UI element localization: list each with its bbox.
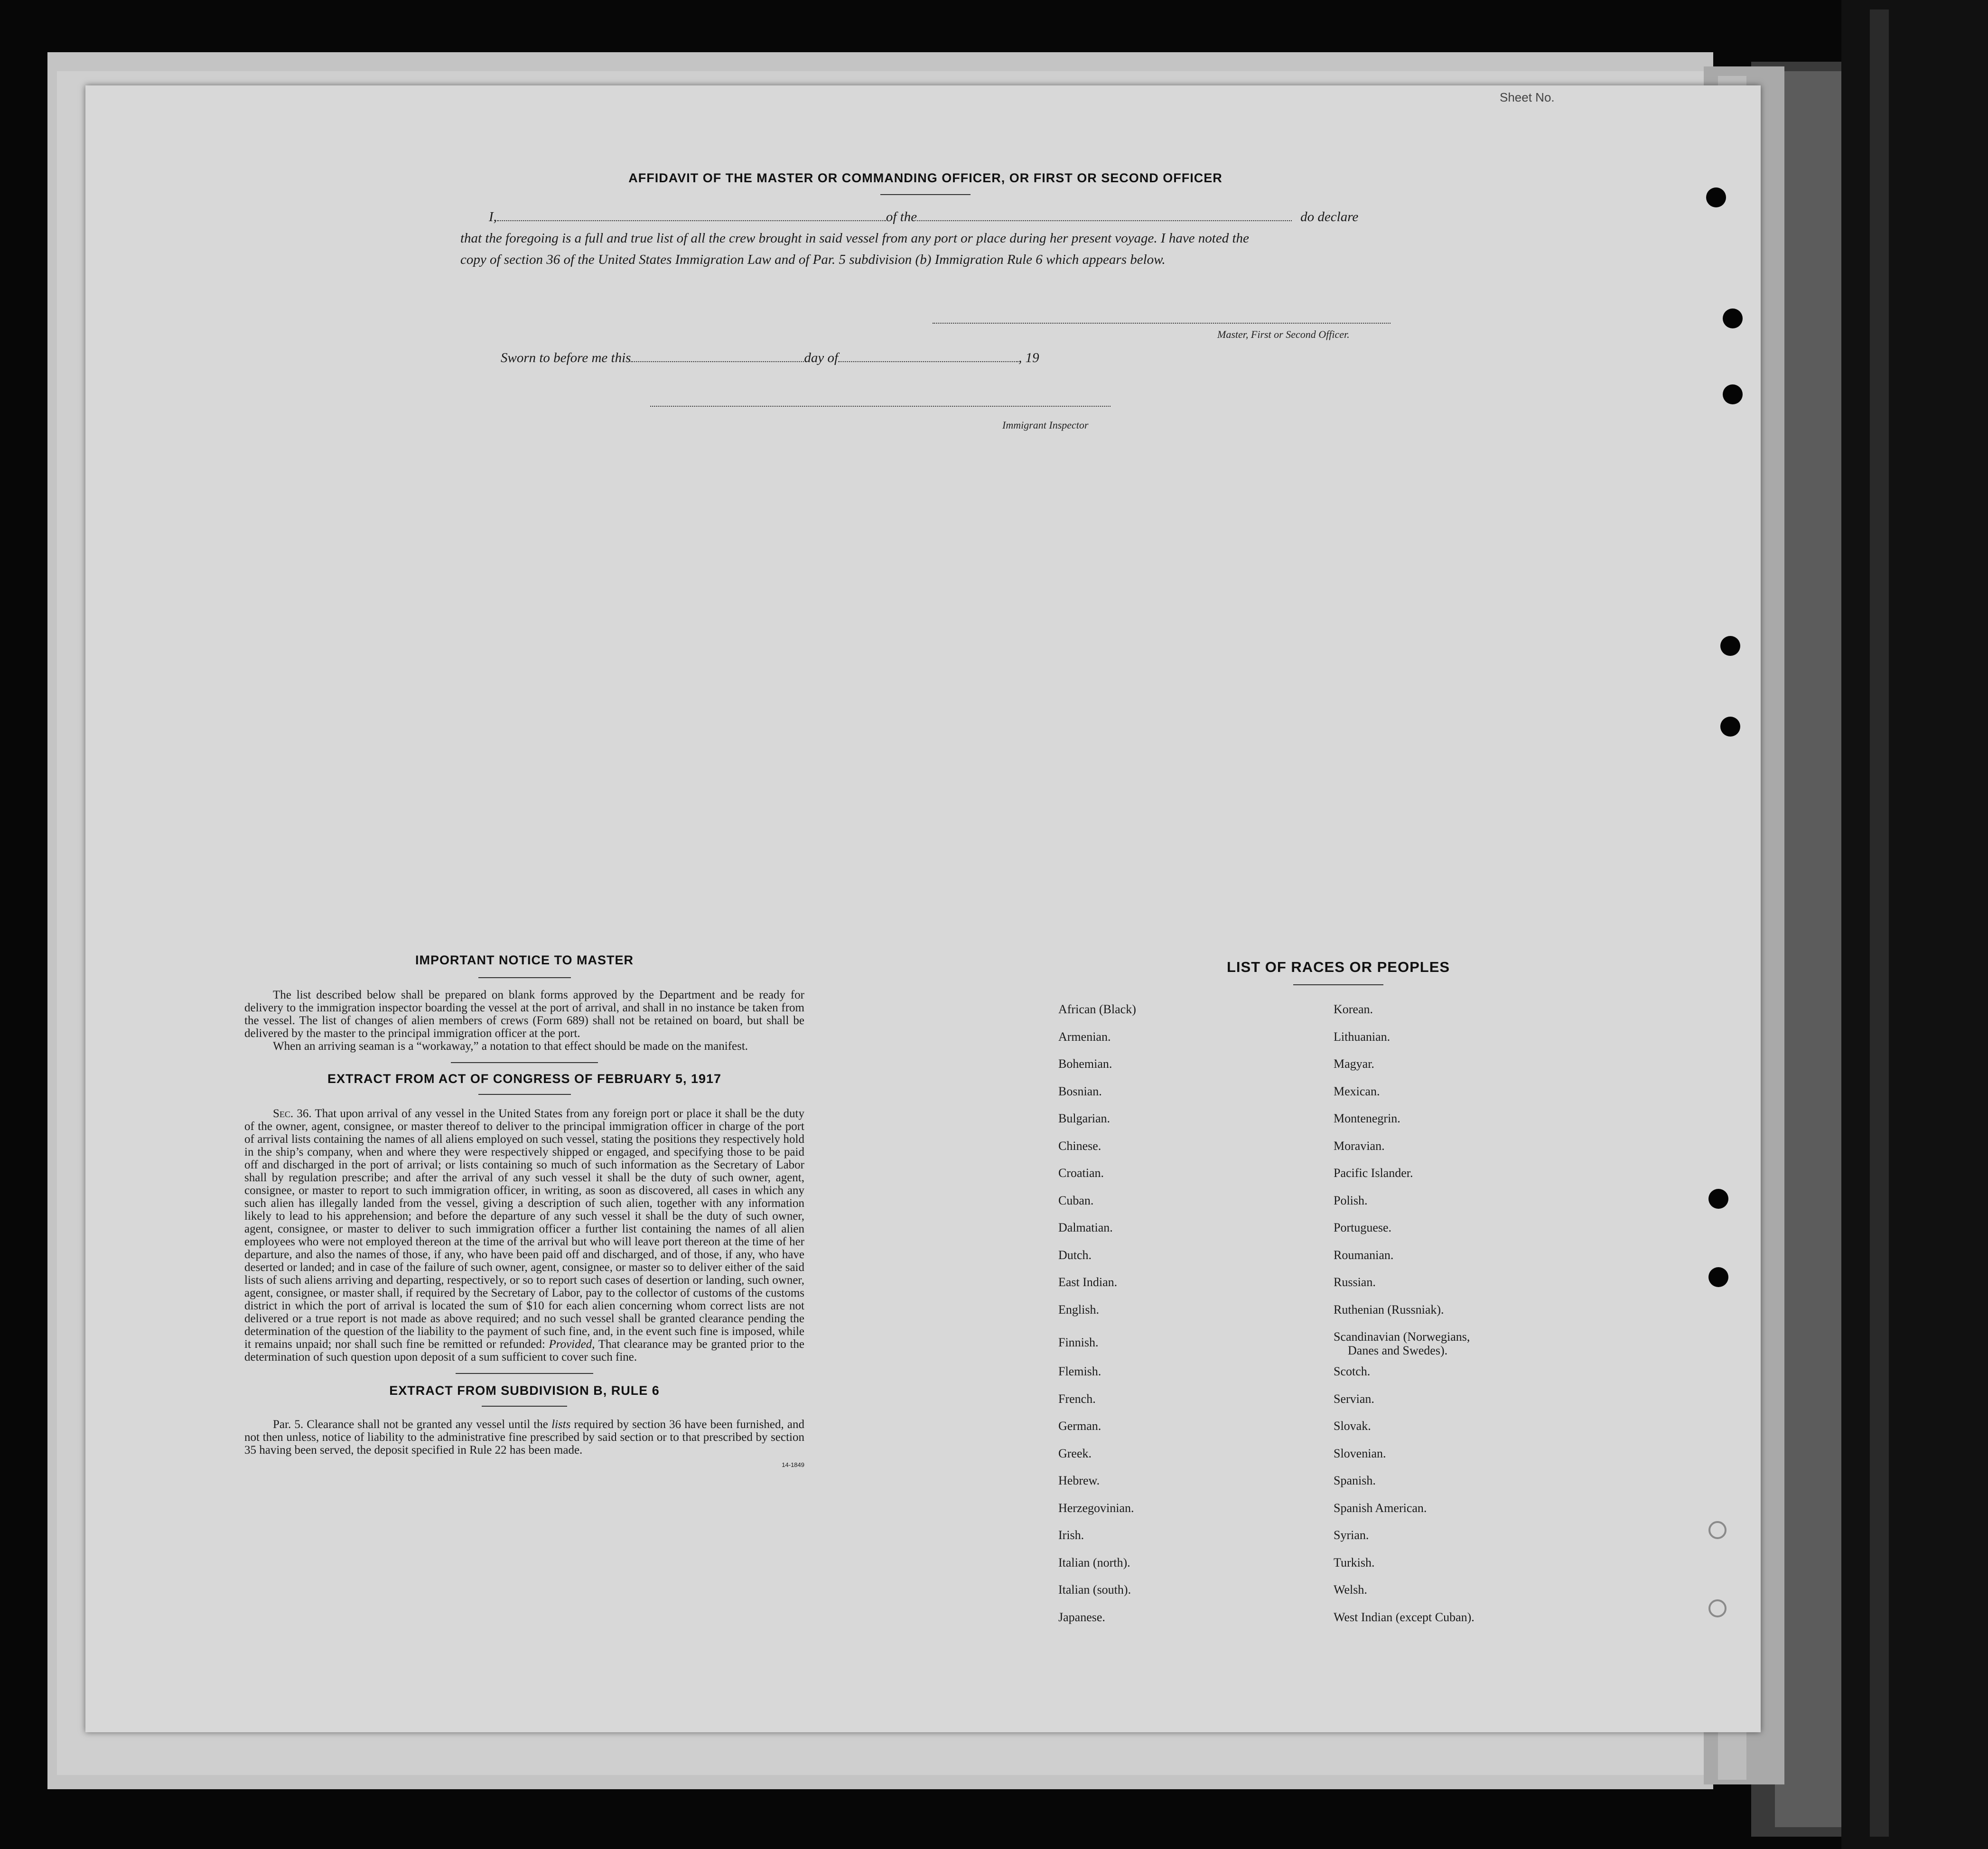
race-item: Greek. xyxy=(1058,1446,1092,1460)
title-rule xyxy=(478,1094,571,1095)
affidavit-i: I, xyxy=(489,209,497,224)
day-blank xyxy=(631,351,804,362)
race-item: Pacific Islander. xyxy=(1334,1166,1413,1180)
notice-paragraph-1: The list described below shall be prepared on blank forms approved by the Department and be ready for delivery to the immigration inspector boarding the vessel at the port of arrival, and shall in no instance be taken from the vessel. The list of changes of alien members of crews (Form 689) shall not be retained on board, but shall be delivered by the master to the principal immigration officer at the port. xyxy=(244,989,804,1040)
races-section xyxy=(1030,959,1647,1624)
title-rule xyxy=(478,977,571,978)
race-item: West Indian (except Cuban). xyxy=(1334,1610,1475,1624)
race-item: East Indian. xyxy=(1058,1275,1118,1289)
race-item: Spanish. xyxy=(1334,1474,1376,1487)
race-item: Slovak. xyxy=(1334,1419,1371,1433)
notice-paragraph-2: When an arriving seaman is a “workaway,” a notation to that effect should be made on the manifest. xyxy=(273,1040,748,1053)
race-item: Moravian. xyxy=(1334,1139,1385,1153)
race-item: Herzegovinian. xyxy=(1058,1501,1134,1515)
affidavit-line-1 xyxy=(460,206,1391,228)
notice-section xyxy=(244,954,804,1471)
race-item: Japanese. xyxy=(1058,1610,1105,1624)
race-item: Italian (north). xyxy=(1058,1555,1130,1569)
race-item: Scotch. xyxy=(1334,1364,1371,1378)
inspector-signature-line xyxy=(650,406,1111,407)
race-item: Chinese. xyxy=(1058,1139,1101,1153)
affidavit-declare: do declare xyxy=(1300,209,1359,224)
form-code: 14-1849 xyxy=(782,1461,804,1468)
race-item: Bosnian. xyxy=(1058,1084,1102,1098)
affidavit-title: AFFIDAVIT OF THE MASTER OR COMMANDING OFFICER, OR FIRST OR SECOND OFFICER xyxy=(628,171,1223,185)
title-rule xyxy=(1293,984,1383,985)
affidavit-of-the: of the xyxy=(886,209,917,224)
race-item: Dalmatian. xyxy=(1058,1221,1113,1234)
section-36-tail: That clearance may be granted prior to the determination of such question upon deposit of a sum sufficient to cover such fine. xyxy=(244,1338,804,1363)
race-item: Cuban. xyxy=(1058,1193,1094,1207)
notice-title: IMPORTANT NOTICE TO MASTER xyxy=(415,953,634,967)
name-blank xyxy=(497,210,886,221)
affidavit-line-2 xyxy=(460,228,1391,249)
par-5-end: required by section 36 have been furnished, and not then unless, notice of liability to the administrative fine prescribed by said section or to that prescribed by section 35 having been served, the deposit specified in Rule 22 has been made. xyxy=(244,1418,804,1457)
race-item: Lithuanian. xyxy=(1334,1029,1391,1044)
section-36-label: Sec. 36. xyxy=(273,1107,312,1120)
race-item: Dutch. xyxy=(1058,1248,1092,1262)
race-item: Polish. xyxy=(1334,1193,1368,1207)
race-item: Ruthenian (Russniak). xyxy=(1334,1302,1444,1317)
extract-1-title: EXTRACT FROM ACT OF CONGRESS OF FEBRUARY 5, 1917 xyxy=(327,1072,722,1086)
race-item: Armenian. xyxy=(1058,1029,1111,1044)
par-5-lists: lists xyxy=(551,1418,571,1431)
race-item: Croatian. xyxy=(1058,1166,1104,1180)
race-item: English. xyxy=(1058,1302,1099,1317)
race-item: Montenegrin. xyxy=(1334,1111,1400,1125)
section-36-text xyxy=(244,1107,804,1363)
race-item: Magyar. xyxy=(1334,1057,1374,1071)
race-item: Hebrew. xyxy=(1058,1474,1100,1487)
punch-hole xyxy=(1708,1521,1727,1539)
affidavit-section xyxy=(460,171,1391,271)
sworn-prefix: Sworn to before me this xyxy=(501,350,631,365)
race-item: Russian. xyxy=(1334,1275,1376,1289)
race-item: Finnish. xyxy=(1058,1335,1099,1349)
race-item: Roumanian. xyxy=(1334,1248,1394,1262)
race-item: Bohemian. xyxy=(1058,1057,1112,1071)
race-item: Mexican. xyxy=(1334,1084,1380,1098)
race-item: Bulgarian. xyxy=(1058,1111,1111,1125)
title-rule xyxy=(482,1406,567,1407)
sworn-line xyxy=(501,350,1039,366)
sheet-number-label: Sheet No. xyxy=(1500,90,1555,104)
vessel-blank xyxy=(917,210,1292,221)
affidavit-line-2-text: that the foregoing is a full and true list of all the crew brought in said vessel from any port or place during her present voyage. xyxy=(460,231,1157,246)
punch-hole xyxy=(1723,308,1743,328)
race-item: Welsh. xyxy=(1334,1583,1367,1597)
master-caption: Master, First or Second Officer. xyxy=(1217,328,1350,340)
inspector-caption: Immigrant Inspector xyxy=(1002,419,1089,431)
title-rule xyxy=(880,194,971,195)
race-item: Servian. xyxy=(1334,1391,1374,1406)
race-item-continuation: Danes and Swedes). xyxy=(1348,1344,1448,1357)
race-item: Syrian. xyxy=(1334,1528,1369,1542)
race-item: Korean. xyxy=(1334,1002,1373,1016)
sworn-year: , 19 xyxy=(1018,350,1039,365)
race-item: Slovenian. xyxy=(1334,1446,1386,1460)
races-column-left xyxy=(1058,1002,1136,1637)
punch-hole xyxy=(1723,384,1743,404)
punch-hole xyxy=(1708,1189,1728,1209)
punch-hole xyxy=(1708,1267,1728,1287)
sworn-day-of: day of xyxy=(804,350,839,365)
par-5-start: Par. 5. Clearance shall not be granted any vessel until the xyxy=(273,1418,548,1431)
punch-hole xyxy=(1720,717,1740,737)
races-column-right xyxy=(1334,1002,1475,1637)
punch-hole xyxy=(1706,187,1726,207)
race-item: Portuguese. xyxy=(1334,1221,1392,1234)
document-page xyxy=(85,85,1761,1732)
races-title: LIST OF RACES OR PEOPLES xyxy=(1226,959,1450,975)
punch-hole xyxy=(1720,636,1740,656)
race-item: Flemish. xyxy=(1058,1364,1101,1378)
section-36-provided: Provided, xyxy=(549,1338,595,1351)
race-item: African (Black) xyxy=(1058,1002,1136,1016)
section-36-body: That upon arrival of any vessel in the United States from any foreign port or place it shall be the duty of the owner, agent, consignee, or master thereof to deliver to the principal immigration officer in charge of the port of arrival lists containing the names of all aliens employed on such vessel, stating the positions they respectively hold in the ship’s company, when and where they were respectively shipped or engaged, and specifying those to be paid off and discharged in the port of arrival; or lists containing so much of such information as the Secretary of Labor shall by regulation prescribe; and after the arrival of any such vessel it shall be the duty of such owner, agent, consignee, or master to report to such immigration officer, in writing, as soon as discovered, all cases in which any such alien has illegally landed from the vessel, giving a description of such alien, together with any information likely to lead to his apprehension; and before the departure of any such vessel it shall be the duty of such owner, agent, consignee, or master to deliver to such immigration officer a further list containing the names of all alien employees who were not employed thereon at the time of the arrival but who will leave port thereon at the time of her departure, and also the names of those, if any, who have been paid off and discharged, and of those, if any, who have deserted or landed; and in case of the failure of such owner, agent, consignee, or master so to deliver either of the said lists of such aliens arriving and departing, respectively, or so to report such cases of desertion or landing, such owner, agent, consignee, or master shall, if required by the Secretary of Labor, pay to the collector of customs of the customs district in which the port of arrival is located the sum of $10 for each alien concerning whom correct lists are not delivered or a true report is not made as above required; and no such vessel shall be granted clearance pending the determination of the question of the liability to the payment of such fine, and, in the event such fine is imposed, while it remains unpaid; nor shall such fine be remitted or refunded: xyxy=(244,1107,804,1351)
race-item: Scandinavian (Norwegians, xyxy=(1334,1330,1470,1344)
section-rule xyxy=(451,1062,598,1063)
paragraph-5-text xyxy=(244,1418,804,1457)
master-signature-line xyxy=(933,323,1391,324)
punch-hole xyxy=(1708,1599,1727,1617)
race-item: German. xyxy=(1058,1419,1101,1433)
race-item-scandinavian xyxy=(1334,1330,1475,1364)
extract-2-title: EXTRACT FROM SUBDIVISION B, RULE 6 xyxy=(389,1383,660,1398)
race-item: Turkish. xyxy=(1334,1555,1375,1569)
affidavit-line-2-tail: I have noted the xyxy=(1160,231,1249,246)
month-blank xyxy=(838,351,1018,362)
race-item: Spanish American. xyxy=(1334,1501,1427,1515)
section-rule xyxy=(456,1373,593,1374)
affidavit-line-3: copy of section 36 of the United States Immigration Law and of Par. 5 subdivision (b) Immigration Rule 6 which appears below. xyxy=(460,252,1166,267)
race-item: Italian (south). xyxy=(1058,1583,1131,1597)
race-item: French. xyxy=(1058,1391,1096,1406)
race-item: Irish. xyxy=(1058,1528,1084,1542)
